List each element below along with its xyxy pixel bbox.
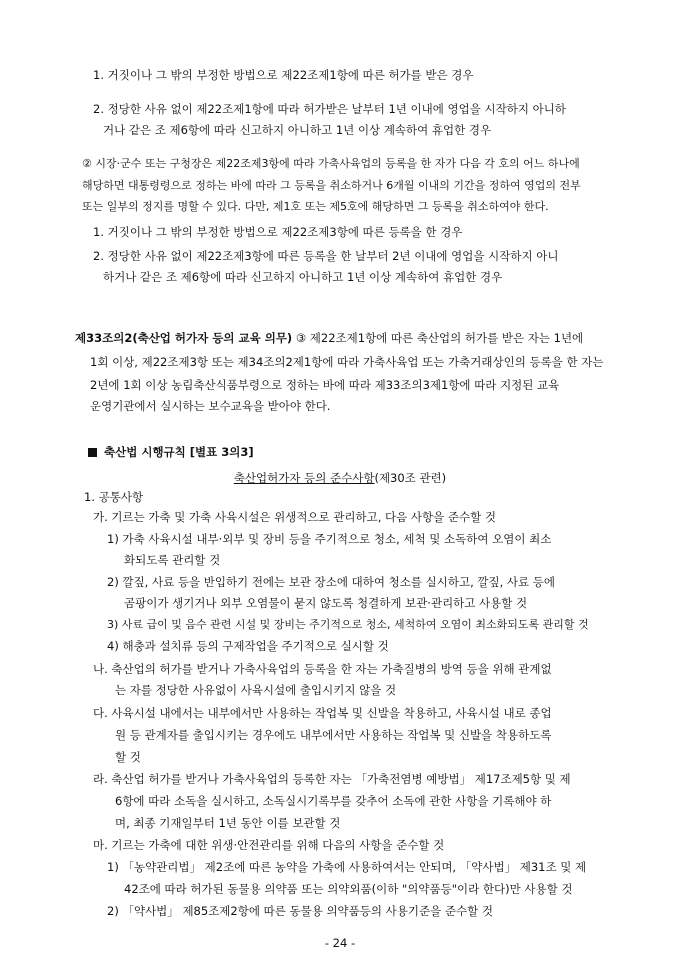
item-text: 하거나 같은 조 제6항에 따라 신고하지 아니하고 1년 이상 계속하여 휴업한 경우	[103, 270, 503, 284]
list-line: 할 것	[115, 750, 141, 764]
list-line: 6항에 따라 소독을 실시하고, 소독실시기록부를 갖추어 소독에 관한 사항을 기록해야 하	[115, 794, 552, 808]
list-line: 다. 사육시설 내에서는 내부에서만 사용하는 작업복 및 신발을 착용하고, 사육시설 내로 종업	[93, 706, 552, 720]
article-text: 운영기관에서 실시하는 보수교육을 받아야 한다.	[90, 399, 331, 413]
table-title	[0, 470, 680, 486]
article-text: 1회 이상, 제22조제3항 또는 제34조의2제1항에 따라 가축사육업 또는 가축거래상인의 등록을 한 자는	[90, 355, 604, 369]
article-text: ③ 제22조제1항에 따른 축산업의 허가를 받은 자는 1년에	[292, 331, 584, 345]
paragraph-text: ② 시장·군수 또는 구청장은 제22조제3항에 따라 가축사육업의 등록을 한 자가 다음 각 호의 어느 하나에	[82, 157, 580, 170]
section-heading	[88, 444, 254, 460]
list-line: 2) 「약사법」 제85조제2항에 따른 동물용 의약품등의 사용기준을 준수할 것	[107, 904, 493, 918]
paragraph-text: 해당하면 대통령령으로 정하는 바에 따라 그 등록을 취소하거나 6개월 이내의 기간을 정하여 영업의 전부	[82, 179, 581, 192]
list-line: 라. 축산업 허가를 받거나 가축사육업의 등록한 자는 「가축전염병 예방법」 제17조제5항 및 제	[93, 772, 571, 786]
paragraph-text: 또는 일부의 정지를 명할 수 있다. 다만, 제1호 또는 제5호에 해당하면 그 등록을 취소하여야 한다.	[82, 200, 549, 213]
item-text: 1. 거짓이나 그 밖의 부정한 방법으로 제22조제3항에 따른 등록을 한 경우	[93, 225, 463, 239]
article-line	[75, 330, 583, 346]
section-heading-text: 축산법 시행규칙 [별표 3의3]	[104, 445, 254, 459]
list-line: 원 등 관계자를 출입시키는 경우에도 내부에서만 사용하는 작업복 및 신발을 착용하도록	[115, 728, 552, 742]
item-text: 2. 정당한 사유 없이 제22조제3항에 따른 등록을 한 날부터 2년 이내에 영업을 시작하지 아니	[93, 249, 559, 263]
list-line: 는 자를 정당한 사유없이 사육시설에 출입시키지 않을 것	[115, 683, 397, 697]
list-line: 가. 기르는 가축 및 가축 사육시설은 위생적으로 관리하고, 다음 사항을 준수할 것	[93, 510, 497, 524]
list-line: 며, 최종 기재일부터 1년 동안 이를 보관할 것	[115, 816, 341, 830]
list-line: 곰팡이가 생기거나 외부 오염물이 묻지 않도록 청결하게 보관·관리하고 사용할 것	[124, 596, 528, 610]
list-line: 마. 기르는 가축에 대한 위생·안전관리를 위해 다음의 사항을 준수할 것	[93, 838, 445, 852]
article-title: 제33조의2(축산업 허가자 등의 교육 의무)	[75, 331, 293, 345]
list-line: 2) 깔짚, 사료 등을 반입하기 전에는 보관 장소에 대하여 청소를 실시하고, 깔짚, 사료 등에	[107, 575, 555, 589]
list-line: 42조에 따라 허가된 동물용 의약품 또는 의약외품(이하 "의약품등"이라 한다)만 사용할 것	[124, 882, 573, 896]
item-text: 1. 거짓이나 그 밖의 부정한 방법으로 제22조제1항에 따른 허가를 받은 경우	[93, 68, 474, 82]
list-line: 화되도록 관리할 것	[124, 553, 221, 567]
list-line: 3) 사료 급이 및 음수 관련 시설 및 장비는 주기적으로 청소, 세척하여 오염이 최소화되도록 관리할 것	[107, 618, 589, 631]
article-text: 2년에 1회 이상 농림축산식품부령으로 정하는 바에 따라 제33조의3제1항에 따라 지정된 교육	[90, 378, 560, 392]
square-bullet-icon	[88, 448, 97, 457]
table-title-text: 축산업허가자 등의 준수사항	[233, 471, 375, 485]
page-number: - 24 -	[324, 936, 356, 950]
list-line: 1) 「농약관리법」 제2조에 따른 농약을 가축에 사용하여서는 안되며, 「약사법」 제31조 및 제	[107, 860, 587, 874]
table-title-suffix: (제30조 관련)	[374, 471, 447, 485]
item-text: 거나 같은 조 제6항에 따라 신고하지 아니하고 1년 이상 계속하여 휴업한 경우	[103, 123, 492, 137]
list-line: 1) 가축 사육시설 내부·외부 및 장비 등을 주기적으로 청소, 세척 및 소독하여 오염이 최소	[107, 532, 552, 546]
list-line: 4) 해충과 설치류 등의 구제작업을 주기적으로 실시할 것	[107, 639, 389, 653]
item-text: 2. 정당한 사유 없이 제22조제1항에 따라 허가받은 날부터 1년 이내에 영업을 시작하지 아니하	[93, 102, 566, 116]
list-line: 1. 공통사항	[84, 490, 144, 504]
list-line: 나. 축산업의 허가를 받거나 가축사육업의 등록을 한 자는 가축질병의 방역 등을 위해 관계없	[93, 662, 552, 676]
